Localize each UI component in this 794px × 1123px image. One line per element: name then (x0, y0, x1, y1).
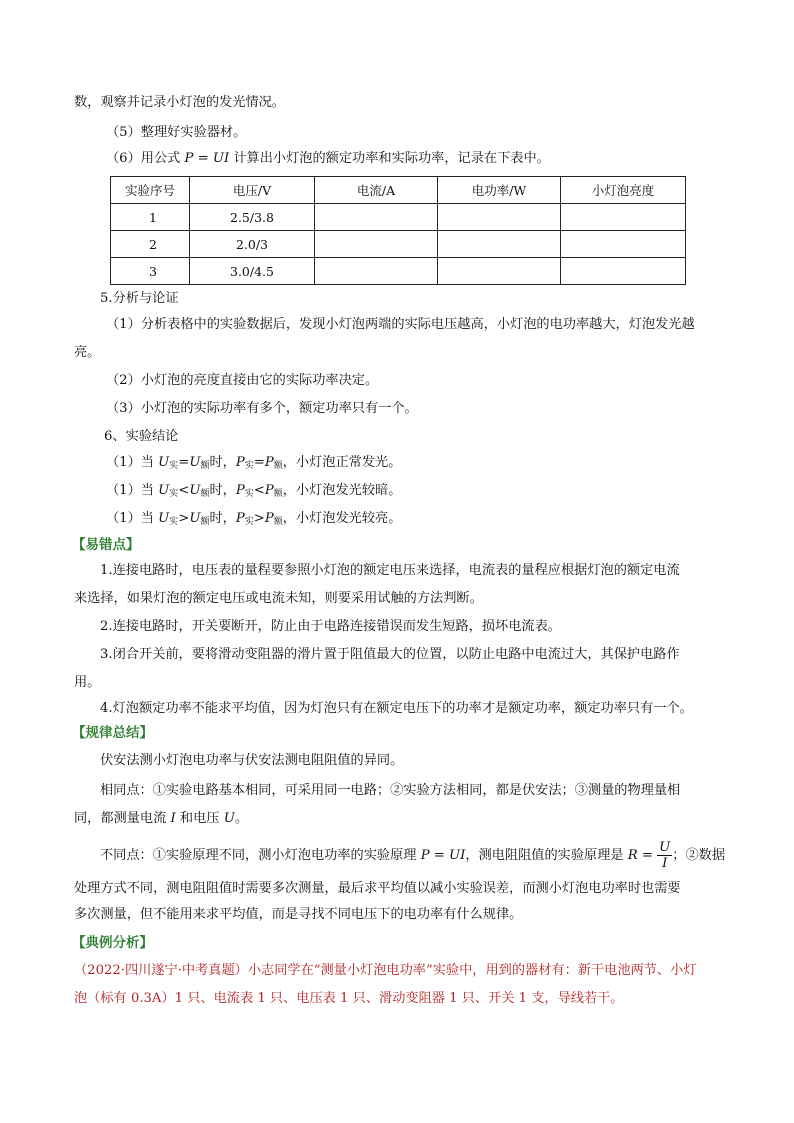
error-1-line-2: 来选择，如果灯泡的额定电压或电流未知，则要采用试触的方法判断。 (74, 591, 483, 606)
section-heading-common-errors: 【易错点】 (72, 537, 140, 553)
table-header: 小灯泡亮度 (561, 177, 686, 204)
table-cell: 3.0/4.5 (190, 258, 315, 285)
table-cell (438, 204, 561, 231)
table-cell: 3 (111, 258, 190, 285)
analysis-1-line-1: （1）分析表格中的实验数据后，发现小灯泡两端的实际电压越高，小灯泡的电功率越大，灯泡发光越 (106, 317, 695, 332)
summary-differences-line-1: 不同点：①实验原理不同，测小灯泡电功率的实验原理 P = UI，测电阻阻值的实验原理是 R = $\frac{U}{I}$ ；②数据 (100, 840, 726, 871)
summary-similarities-line-1: 相同点：①实验电路基本相同，可采用同一电路；②实验方法相同，都是伏安法；③测量的物理量相 (100, 783, 681, 798)
section-heading-summary: 【规律总结】 (72, 725, 153, 741)
table-cell (315, 258, 438, 285)
example-line-1: （2022·四川遂宁·中考真题）小志同学在“测量小灯泡电功率”实验中，用到的器材有：新干电池两节、小灯 (74, 963, 697, 978)
fraction-u-over-i: $\frac{U}{I}$ (659, 840, 671, 871)
table-cell (315, 231, 438, 258)
analysis-3: （3）小灯泡的实际功率有多个，额定功率只有一个。 (106, 401, 418, 416)
table-cell (561, 258, 686, 285)
error-3-line-1: 3.闭合开关前，要将滑动变阻器的滑片置于阻值最大的位置，以防止电路中电流过大，其保护电路作 (100, 647, 680, 662)
table-cell (315, 204, 438, 231)
conclusion-1: （1）当 $U_实=U_额$时，$P_实=P_额$，小灯泡正常发光。 (106, 455, 402, 471)
error-3-line-2: 用。 (74, 675, 101, 690)
table-header: 实验序号 (111, 177, 190, 204)
table-cell (561, 204, 686, 231)
section-heading-conclusion: 6、实验结论 (104, 429, 179, 444)
table-row (111, 258, 686, 285)
table-cell: 1 (111, 204, 190, 231)
table-cell (561, 231, 686, 258)
summary-differences-line-3: 多次测量，但不能用来求平均值，而是寻找不同电压下的电功率有什么规律。 (74, 907, 523, 922)
summary-similarities-line-2: 同，都测量电流 I 和电压 U。 (74, 811, 248, 826)
analysis-2: （2）小灯泡的亮度直接由它的实际功率决定。 (106, 373, 379, 388)
example-line-2: 泡（标有 0.3A）1 只、电流表 1 只、电压表 1 只、滑动变阻器 1 只、开关 1 支，导线若干。 (74, 991, 624, 1006)
summary-intro: 伏安法测小灯泡电功率与伏安法测电阻阻值的异同。 (100, 753, 404, 768)
table-row (111, 204, 686, 231)
table-header: 电流/A (315, 177, 438, 204)
step-5: （5）整理好实验器材。 (106, 125, 247, 140)
table-header: 电压/V (190, 177, 315, 204)
step-6: （6）用公式 P = UI 计算出小灯泡的额定功率和实际功率，记录在下表中。 (106, 151, 550, 166)
section-heading-analysis: 5.分析与论证 (100, 291, 179, 306)
table-header: 电功率/W (438, 177, 561, 204)
error-1-line-1: 1.连接电路时，电压表的量程要参照小灯泡的额定电压来选择，电流表的量程应根据灯泡的额定电流 (100, 563, 680, 578)
summary-differences-line-2: 处理方式不同，测电阻阻值时需要多次测量，最后求平均值以减小实验误差，而测小灯泡电功率时也需要 (74, 881, 681, 896)
error-4: 4.灯泡额定功率不能求平均值，因为灯泡只有在额定电压下的功率才是额定功率，额定功率只有一个。 (100, 701, 693, 716)
conclusion-2: （1）当 $U_实<U_额$时，$P_实<P_额$，小灯泡发光较暗。 (106, 483, 402, 499)
conclusion-3: （1）当 $U_实>U_额$时，$P_实>P_额$，小灯泡发光较亮。 (106, 511, 402, 527)
table-cell (438, 258, 561, 285)
error-2: 2.连接电路时，开关要断开，防止由于电路连接错误而发生短路，损坏电流表。 (100, 619, 561, 634)
table-cell: 2.5/3.8 (190, 204, 315, 231)
table-cell (438, 231, 561, 258)
section-heading-example: 【典例分析】 (72, 935, 153, 951)
table-cell: 2.0/3 (190, 231, 315, 258)
table-cell: 2 (111, 231, 190, 258)
table-header-row (111, 177, 686, 204)
analysis-1-line-2: 亮。 (74, 345, 101, 360)
table-row (111, 231, 686, 258)
experiment-data-table (110, 176, 686, 285)
text-line-continuation: 数，观察并记录小灯泡的发光情况。 (74, 95, 285, 110)
